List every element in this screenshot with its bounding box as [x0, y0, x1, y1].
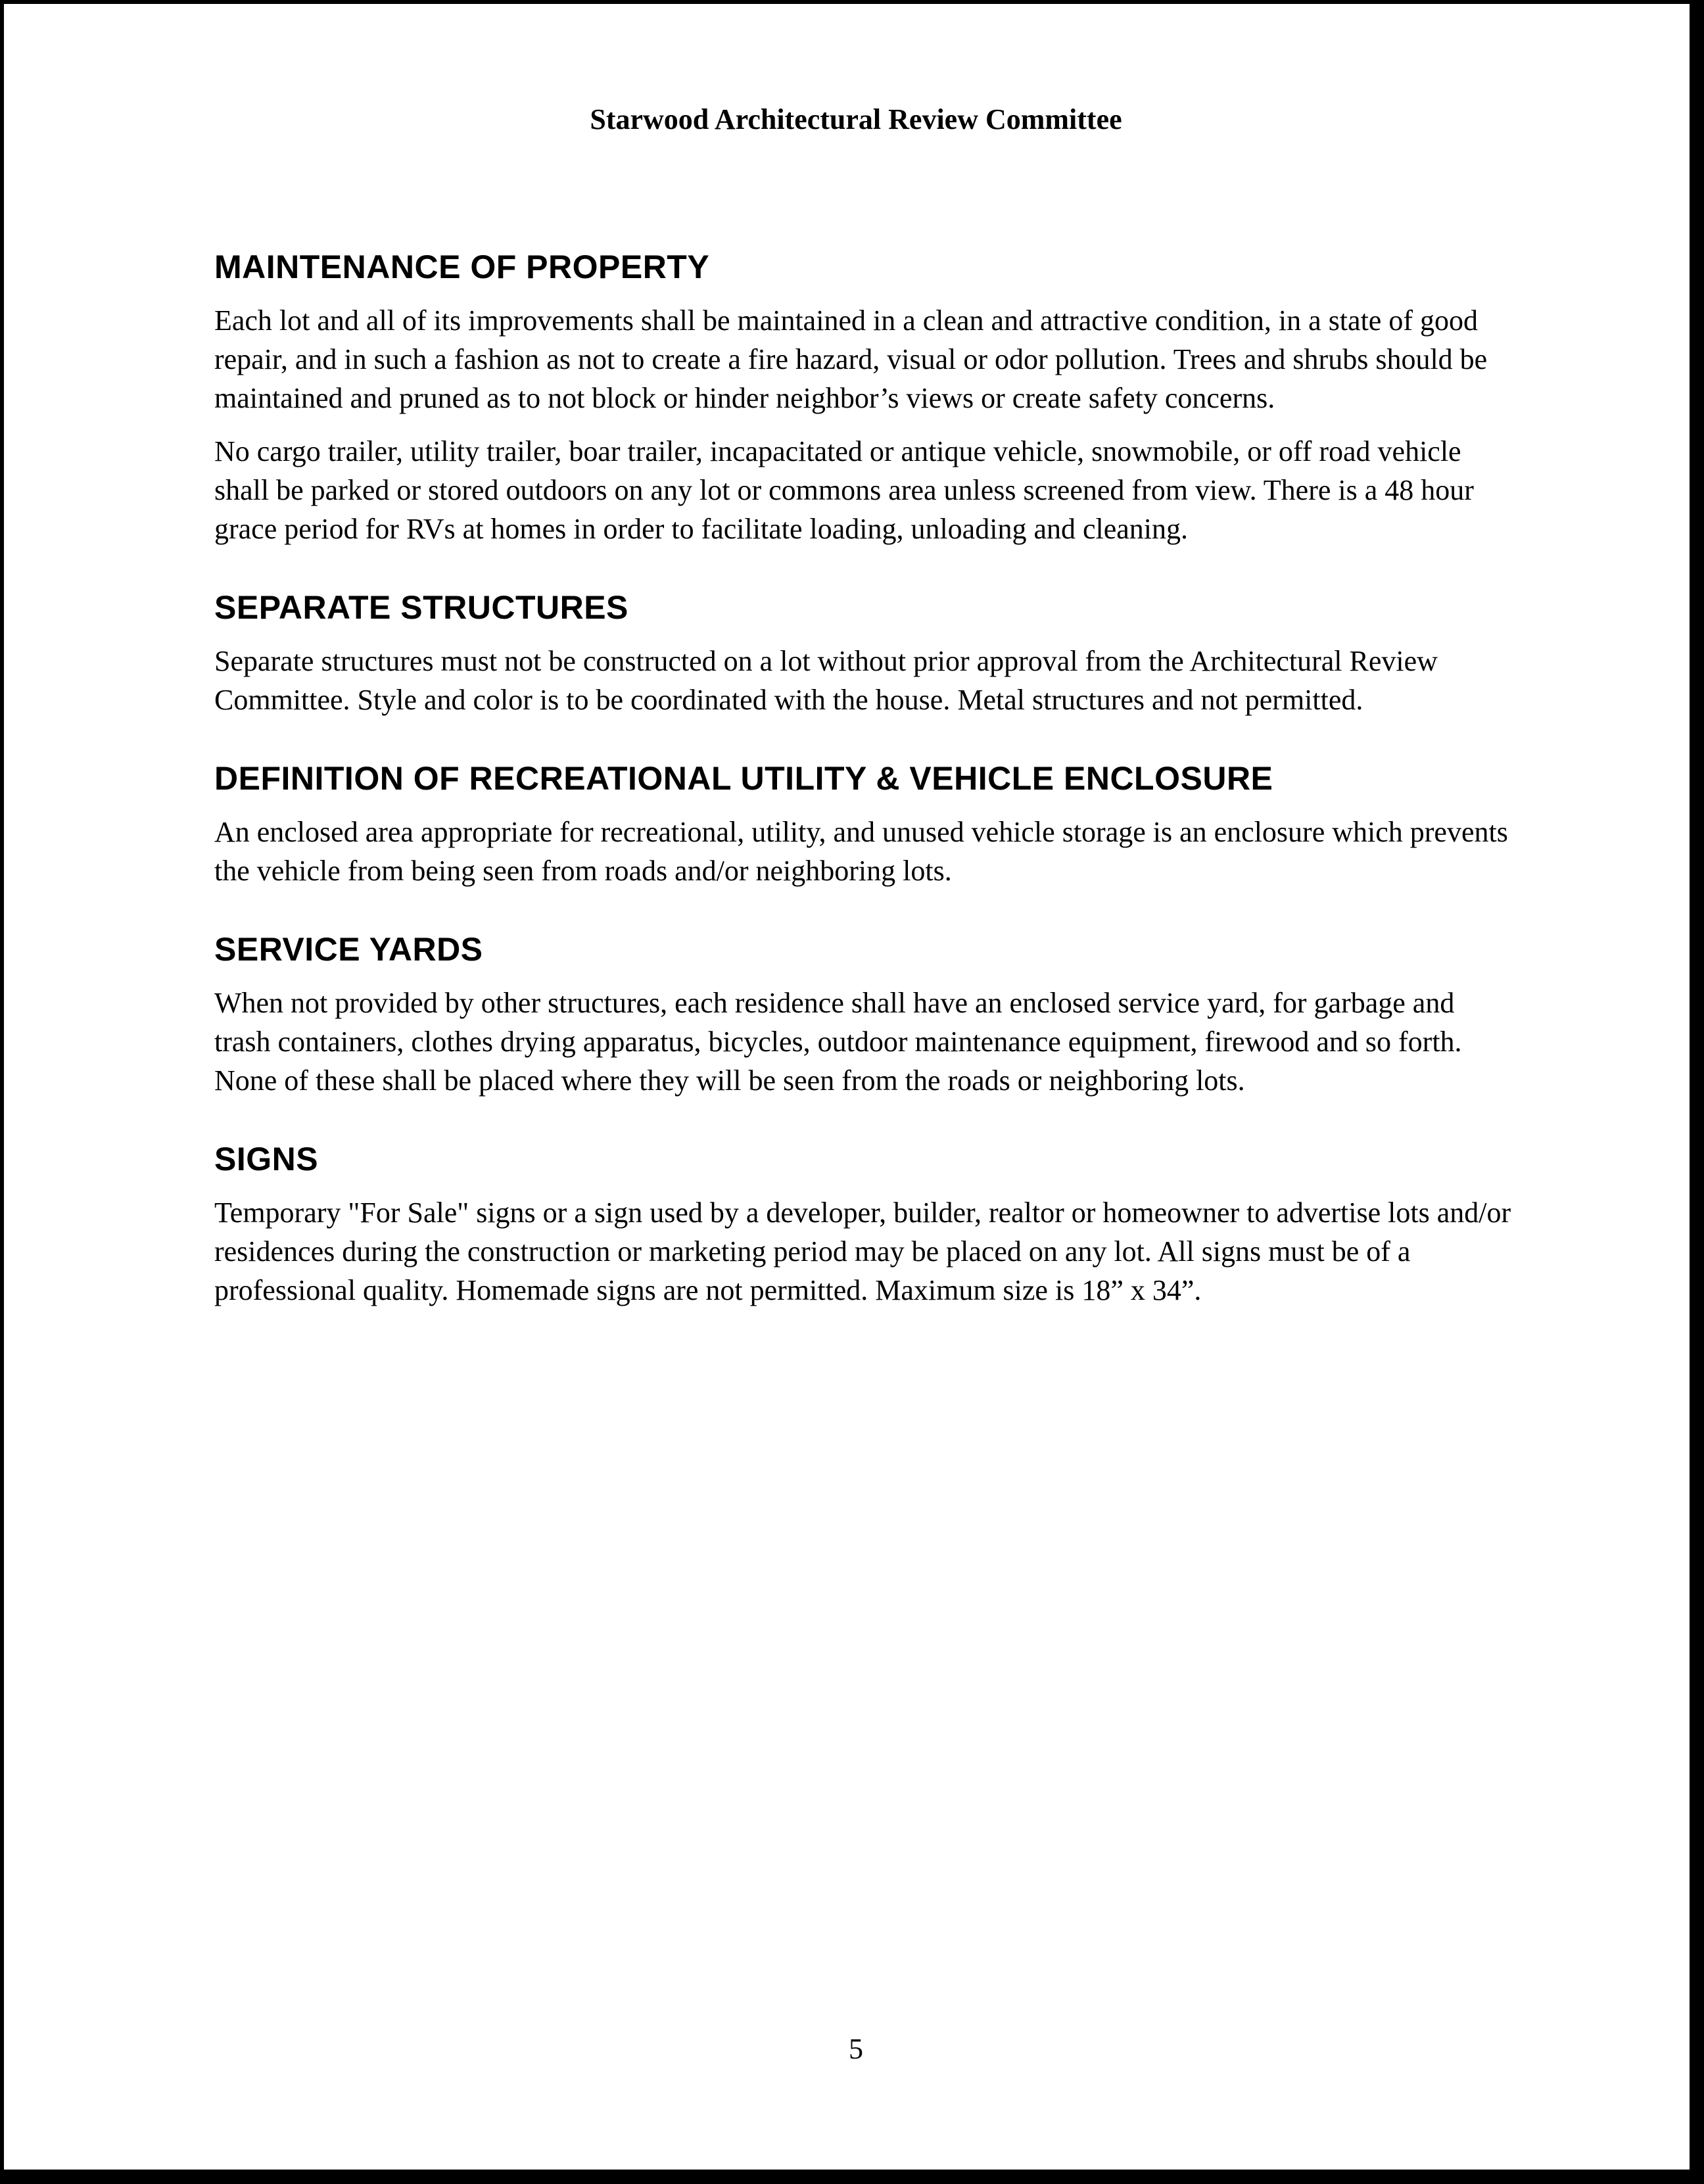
section-paragraph: No cargo trailer, utility trailer, boar trailer, incapacitated or antique vehicle, snowmobile, or off road vehicle shall be parked or stored outdoors on any lot or commons area unless screened from view. There is a 48 hour grace period for RVs at homes in order to facilitate loading, unloading and cleaning.: [214, 435, 1474, 545]
section-heading: SIGNS: [214, 1141, 319, 1177]
section-paragraph: When not provided by other structures, each residence shall have an enclosed service yard, for garbage and trash containers, clothes drying apparatus, bicycles, outdoor maintenance equipment, firewood and so forth. None of these shall be placed where they will be seen from the roads or neighboring lots.: [214, 987, 1462, 1097]
section-paragraph: An enclosed area appropriate for recreational, utility, and unused vehicle storage is an enclosure which prevents the vehicle from being seen from roads and/or neighboring lots.: [214, 816, 1508, 887]
section-heading: DEFINITION OF RECREATIONAL UTILITY & VEHICLE ENCLOSURE: [214, 760, 1273, 797]
section-heading: MAINTENANCE OF PROPERTY: [214, 249, 710, 285]
section-paragraph: Each lot and all of its improvements shall be maintained in a clean and attractive condition, in a state of good repair, and in such a fashion as not to create a fire hazard, visual or odor pollution. Trees and shrubs should be maintained and pruned as to not block or hinder neighbor’s views or create safety concerns.: [214, 304, 1488, 414]
section-vehicle-enclosure: [214, 759, 1516, 890]
section-paragraph: Temporary "For Sale" signs or a sign used by a developer, builder, realtor or homeowner to advertise lots and/or residences during the construction or marketing period may be placed on any lot. All signs must be of a professional quality. Homemade signs are not permitted. Maximum size is 18” x 34”.: [214, 1197, 1511, 1306]
section-separate-structures: [214, 588, 1516, 719]
section-service-yards: [214, 930, 1516, 1100]
section-maintenance-of-property: [214, 247, 1516, 548]
document-body: [214, 247, 1516, 1349]
section-heading: SEPARATE STRUCTURES: [214, 589, 628, 626]
section-paragraph: Separate structures must not be constructed on a lot without prior approval from the Architectural Review Committee. Style and color is to be coordinated with the house. Metal structures and not permitted.: [214, 645, 1438, 716]
section-signs: [214, 1139, 1516, 1310]
page-number: 5: [849, 2033, 863, 2065]
section-heading: SERVICE YARDS: [214, 931, 483, 968]
document-header: Starwood Architectural Review Committee: [590, 103, 1122, 135]
